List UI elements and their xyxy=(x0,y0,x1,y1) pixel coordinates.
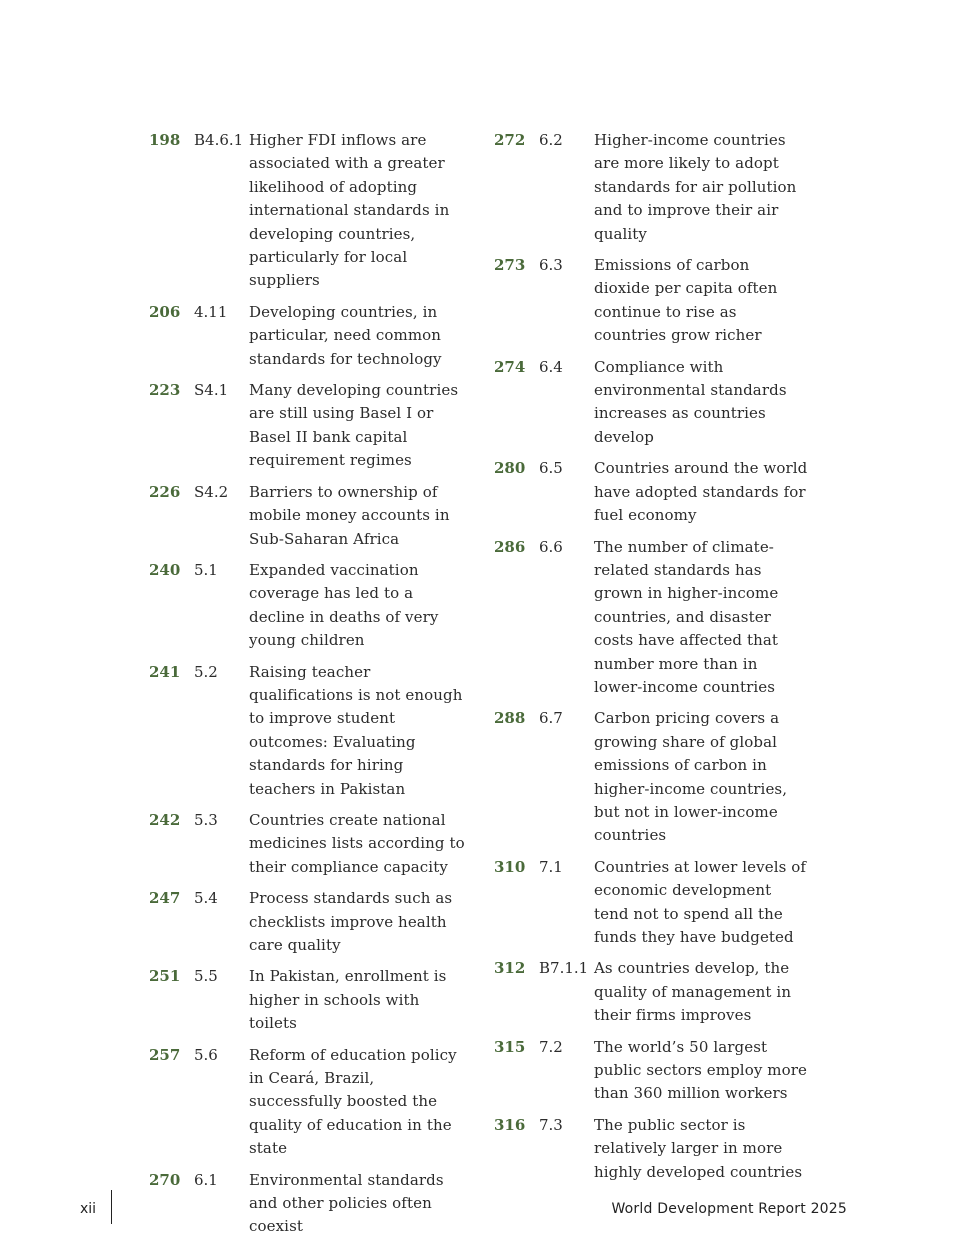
figure-number: 6.3 xyxy=(539,256,563,275)
figure-entry xyxy=(494,129,814,246)
page-number: 240 xyxy=(149,560,181,579)
page-number: 273 xyxy=(494,256,526,275)
report-title: World Development Report 2025 xyxy=(611,1201,847,1217)
figure-entry xyxy=(149,965,469,1035)
figure-title: Higher-income countries are more likely to adopt standards for air pollution and to improve their air quality xyxy=(594,131,797,243)
figure-number: 5.6 xyxy=(194,1045,218,1064)
folio: xii xyxy=(80,1201,97,1217)
left-figure-list xyxy=(149,129,469,1247)
page-number: 251 xyxy=(149,967,181,986)
figure-entry xyxy=(494,356,814,450)
page-number: 274 xyxy=(494,357,526,376)
figure-title: The world’s 50 largest public sectors employ more than 360 million workers xyxy=(594,1037,807,1103)
page-number: 206 xyxy=(149,302,181,321)
figure-title: Expanded vaccination coverage has led to a decline in deaths of very young children xyxy=(249,560,439,650)
figure-number: B4.6.1 xyxy=(194,131,244,149)
figure-title: Raising teacher qualifications is not enough to improve student outcomes: Evaluating standards for hiring teachers in Pakistan xyxy=(249,662,463,798)
figure-title: Countries create national medicines lists according to their compliance capacity xyxy=(249,810,465,876)
figure-title: Carbon pricing covers a growing share of global emissions of carbon in higher-income countries, but not in lower-income countries xyxy=(594,709,788,845)
figure-title: Developing countries, in particular, need common standards for technology xyxy=(249,302,442,368)
figure-entry xyxy=(149,129,469,293)
figure-entry xyxy=(149,887,469,957)
figure-entry xyxy=(494,957,814,1027)
figure-number: 6.1 xyxy=(194,1170,218,1189)
page-number: 198 xyxy=(149,131,181,149)
figure-number: 4.11 xyxy=(194,302,228,321)
page-number: 242 xyxy=(149,810,181,829)
page-number: 312 xyxy=(494,959,526,978)
figure-number: 7.1 xyxy=(539,857,563,876)
figure-entry xyxy=(494,254,814,348)
figure-number: 7.2 xyxy=(539,1037,563,1056)
figure-entry xyxy=(149,809,469,879)
figure-entry xyxy=(494,1114,814,1184)
figure-title: Barriers to ownership of mobile money accounts in Sub-Saharan Africa xyxy=(249,482,450,548)
figure-entry xyxy=(149,1044,469,1161)
figure-number: 6.4 xyxy=(539,357,563,376)
figure-title: Emissions of carbon dioxide per capita often continue to rise as countries grow richer xyxy=(594,256,778,345)
figure-entry xyxy=(494,856,814,950)
figure-number: 6.2 xyxy=(539,131,563,149)
figure-entry xyxy=(149,379,469,473)
figure-title: Compliance with environmental standards increases as countries develop xyxy=(594,357,787,446)
figure-entry xyxy=(149,481,469,551)
page-number: 310 xyxy=(494,857,526,876)
page-number: 316 xyxy=(494,1115,526,1134)
figure-title: Reform of education policy in Ceará, Brazil, successfully boosted the quality of education in the state xyxy=(249,1045,457,1158)
figure-entry xyxy=(149,661,469,801)
figure-entry xyxy=(494,707,814,847)
figure-number: 5.4 xyxy=(194,889,218,908)
figure-number: 5.5 xyxy=(194,967,218,986)
figure-number: 5.3 xyxy=(194,810,218,829)
page-number: 226 xyxy=(149,482,181,501)
page-number: 257 xyxy=(149,1045,181,1064)
figure-title: Environmental standards and other policies often coexist xyxy=(249,1170,444,1236)
figure-entry xyxy=(149,301,469,371)
page-number: 270 xyxy=(149,1170,181,1189)
page-number: 286 xyxy=(494,537,526,556)
figure-title: The number of climate-related standards has grown in higher-income countries, and disaster costs have affected that number more than in lower-income countries xyxy=(594,537,779,696)
figure-number: 6.5 xyxy=(539,459,563,478)
figure-entry xyxy=(494,457,814,527)
figure-number: 5.1 xyxy=(194,560,218,579)
figure-entry xyxy=(494,1036,814,1106)
figure-entry xyxy=(494,536,814,700)
figure-title: As countries develop, the quality of management in their firms improves xyxy=(594,959,792,1025)
figure-title: Process standards such as checklists improve health care quality xyxy=(249,889,453,954)
right-figure-list xyxy=(494,129,814,1192)
page-number: 315 xyxy=(494,1037,526,1056)
figure-number: 7.3 xyxy=(539,1115,563,1134)
page-footer xyxy=(0,1190,960,1226)
figure-number: 6.6 xyxy=(539,537,563,556)
figure-title: Countries at lower levels of economic development tend not to spend all the funds they have budgeted xyxy=(594,857,807,946)
page-number: 241 xyxy=(149,662,181,681)
page-number: 223 xyxy=(149,381,181,400)
figure-title: The public sector is relatively larger in more highly developed countries xyxy=(594,1115,803,1181)
page-number: 280 xyxy=(494,459,526,478)
page-number: 272 xyxy=(494,131,526,149)
figure-title: Higher FDI inflows are associated with a greater likelihood of adopting international standards in developing countries, particularly for local suppliers xyxy=(249,131,450,290)
page-number: 288 xyxy=(494,709,526,728)
figure-number: 6.7 xyxy=(539,709,563,728)
figure-title: Countries around the world have adopted standards for fuel economy xyxy=(594,459,808,525)
figure-number: S4.2 xyxy=(194,482,229,501)
footer-divider xyxy=(111,1190,112,1224)
figure-number: B7.1.1 xyxy=(539,959,589,978)
figure-number: S4.1 xyxy=(194,381,229,400)
figure-number: 5.2 xyxy=(194,662,218,681)
page-number: 247 xyxy=(149,889,181,908)
figure-title: In Pakistan, enrollment is higher in schools with toilets xyxy=(249,967,447,1033)
figure-title: Many developing countries are still using Basel I or Basel II bank capital requirement regimes xyxy=(249,381,459,470)
figure-entry xyxy=(149,559,469,653)
